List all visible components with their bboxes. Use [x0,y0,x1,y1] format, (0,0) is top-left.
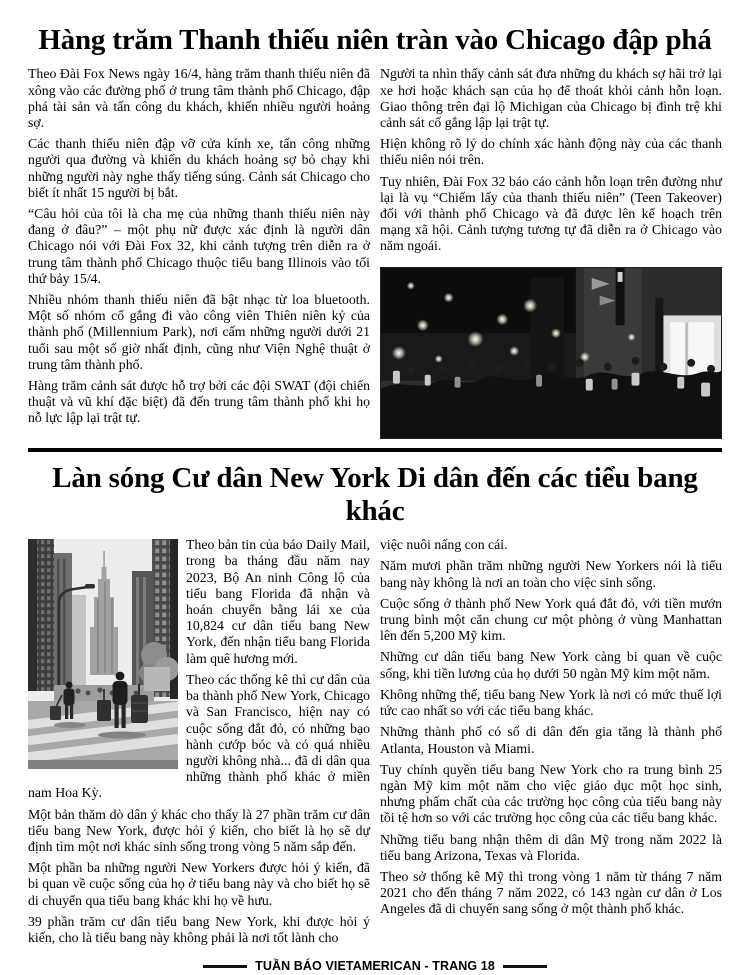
footer-rule-right [503,965,547,968]
paragraph: Theo bản tin của báo Daily Mail, trong ba tháng đầu năm nay 2023, Bộ An ninh Công lộ của tiểu bang Florida đã nhận và hoán chuyển bằng lái xe của 10,824 cư dân tiểu bang New York, đến nhận tiểu bang Florida làm quê hương mới. [186,537,370,666]
paragraph: Các thanh thiếu niên đập vỡ cửa kính xe, tấn công những người qua đường và khiến du khách hoảng sợ bỏ chạy khi những người này nghe thấy tiếng súng. Cảnh sát Chicago cho biết ít nhất 15 người bị bắt. [28,136,370,200]
footer-text: TUẦN BÁO VIETAMERICAN - TRANG 18 [255,959,495,974]
article-newyork-title: Làn sóng Cư dân New York Di dân đến các tiểu bang khác [52,461,698,527]
article-chicago-right-column [380,66,722,438]
new-york-street-graphic [28,539,178,769]
paragraph: Những thành phố có số di dân đến gia tăng là thành phố Atlanta, Houston và Miami. [380,724,722,756]
article-newyork-right-column [380,537,722,951]
paragraph: Hàng trăm cảnh sát được hỗ trợ bởi các đội SWAT (đội chiến thuật và vũ khí đặc biệt) đã đến trung tâm thành phố khi họ nỗ lực lập lại trật tự. [28,378,370,426]
paragraph: Người ta nhìn thấy cảnh sát đưa những du khách sợ hãi trở lại xe hơi hoặc khách sạn của họ để thoát khỏi cảnh hỗn loạn. Giao thông trên đại lộ Michigan của Chicago bị đình trệ khi cảnh sát cố gắng lập lại trật tự. [380,66,722,130]
paragraph: Tuy chính quyền tiểu bang New York cho ra trung bình 25 ngàn Mỹ kim một năm cho việc giáo dục một học sinh, nhưng phẩm chất của các trường học công của tiểu bang này tồi tệ hơn so với các trường học công của các tiểu bang khác. [380,761,722,826]
paragraph: Những tiểu bang nhận thêm di dân Mỹ trong năm 2022 là tiểu bang Arizona, Texas và Florida. [380,831,722,863]
article-newyork-left-column [28,537,370,951]
paragraph: Tuy nhiên, Đài Fox 32 báo cáo cảnh hỗn loạn trên đường như lại là vụ “Chiếm lấy của thanh thiếu niên” (Teen Takeover) đối với thành phố Chicago và đã được lên kế hoạch trên mạng xã hội. Cảnh tượng tương tự đã diễn ra ở Chicago vào năm ngoái. [380,173,722,254]
chicago-riot-photo [380,267,722,439]
article-chicago [28,24,722,439]
paragraph: Một bản thăm dò dân ý khác cho thấy là 27 phần trăm cư dân tiểu bang New York, được hỏi ý kiến, cho biết là họ sẽ dự định tìm một nơi khác sinh sống trong vòng 5 năm sắp đến. [28,806,370,854]
paragraph: Theo Đài Fox News ngày 16/4, hàng trăm thanh thiếu niên đã xông vào các đường phố ở trung tâm thành phố Chicago, đập phá tài sản và tấn công du khách, khiến nhiều người hoảng sợ. [28,66,370,130]
article-chicago-left-column [28,66,370,438]
paragraph: Theo các thống kê thì cư dân của ba thành phố New York, Chicago và San Francisco, hiện nay có cuộc sống đắt đỏ, có những bạo hành cướp bóc và có quá nhiều người không nhà... đã di dân qua những thành phố khác ở miền nam Hoa Kỳ. [28,671,370,801]
article-chicago-title: Hàng trăm Thanh thiếu niên tràn vào Chicago đập phá [38,24,712,56]
paragraph: việc nuôi nấng con cái. [380,537,508,553]
paragraph: Cuộc sống ở thành phố New York quá đắt đỏ, với tiền mướn trung bình một căn chung cư một phòng ở vùng Manhattan lên đến 5,200 Mỹ kim. [380,595,722,644]
article-newyork-columns [28,537,722,951]
paragraph: “Câu hỏi của tôi là cha mẹ của những thanh thiếu niên này đang ở đâu?” – một phụ nữ được xác định là người dân Chicago nói với Đài Fox 32, khi cảnh tượng trên diễn ra ở trung tâm thành phố Chicago thuộc tiểu bang Illinois vào tối thứ bảy 15/4. [28,205,370,286]
paragraph: Năm mươi phần trăm những người New Yorkers nói là tiểu bang này không là nơi an toàn cho việc sinh sống. [380,558,722,590]
paragraph: Một phần ba những người New Yorkers được hỏi ý kiến, đã bi quan về cuộc sống của họ ở tiểu bang này và cho biết họ sẽ di chuyển qua tiểu bang khác khi họ về hưu. [28,860,370,908]
page-footer [28,959,722,973]
paragraph: Theo sở thống kê Mỹ thì trong vòng 1 năm từ tháng 7 năm 2021 cho đến tháng 7 năm 2022, có 143 ngàn cư dân ở Los Angeles đã di chuyển sang sống ở một thành phố khác. [380,868,722,917]
article-newyork [28,462,722,952]
paragraph: Những cư dân tiểu bang New York càng bi quan về cuộc sống, khi tiền lương của họ dưới 50 ngàn Mỹ kim một năm. [380,649,722,681]
article-chicago-columns [28,66,722,438]
chicago-night-scene-graphic [381,268,721,438]
paragraph: Hiện không rõ lý do chính xác hành động này của các thanh thiếu niên nói trên. [380,136,722,168]
footer-rule-left [203,965,247,968]
paragraph: Nhiều nhóm thanh thiếu niên đã bật nhạc từ loa bluetooth. Một số nhóm cố gắng đi vào công viên Thiên niên kỷ của thành phố (Millennium Park), nơi cấm những người dưới 21 tuổi sau một số giờ nhất định, cũng như Viện Nghệ thuật ở trung tâm thành phố. [28,291,370,372]
paragraph: Không những thế, tiểu bang New York là nơi có mức thuế lợi tức cao nhất so với các tiểu bang khác. [380,686,722,719]
section-divider [28,448,722,452]
new-york-street-photo [28,539,178,769]
paragraph: 39 phần trăm cư dân tiểu bang New York, khi được hỏi ý kiến, cho là tiểu bang này không phải là nơi tốt lành cho [28,913,370,945]
